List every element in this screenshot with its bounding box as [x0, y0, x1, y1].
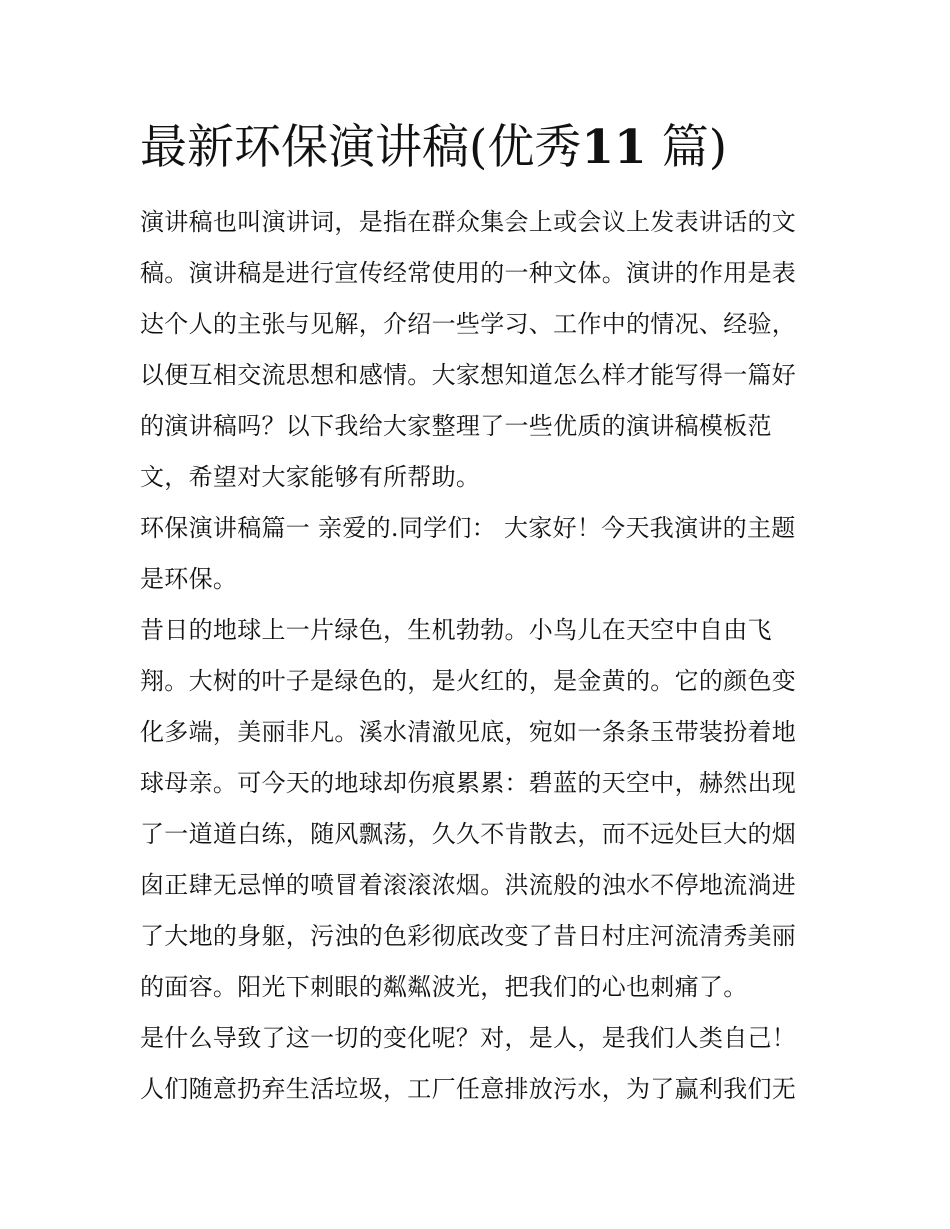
title-suffix: 篇) [661, 120, 728, 175]
paragraph-earth-description [140, 605, 812, 1013]
text-line: 昔日的地球上一片绿色，生机勃勃。小鸟儿在天空中自由飞 [140, 616, 772, 644]
text-line: 稿。演讲稿是进行宣传经常使用的一种文体。演讲的作用是表 [140, 259, 797, 287]
paragraph-intro [140, 197, 812, 503]
text-line: 达个人的主张与见解，介绍一些学习、工作中的情况、经验， [140, 310, 797, 338]
text-line: 的面容。阳光下刺眼的粼粼波光，把我们的心也刺痛了。 [140, 973, 748, 1001]
paragraph-speech-opening [140, 503, 812, 605]
text-line: 翔。大树的叶子是绿色的，是火红的，是金黄的。它的颜色变 [140, 667, 797, 695]
document-title [140, 118, 727, 178]
paragraph-cause [140, 1013, 812, 1115]
text-line: 了一道道白练，随风飘荡，久久不肯散去，而不远处巨大的烟 [140, 820, 797, 848]
text-line: 了大地的身躯，污浊的色彩彻底改变了昔日村庄河流清秀美丽 [140, 922, 797, 950]
text-line: 演讲稿也叫演讲词，是指在群众集会上或会议上发表讲话的文 [140, 208, 797, 236]
text-line: 球母亲。可今天的地球却伤痕累累：碧蓝的天空中，赫然出现 [140, 769, 797, 797]
text-line: 以便互相交流思想和感情。大家想知道怎么样才能写得一篇好 [140, 361, 797, 389]
title-number: 11 [581, 120, 647, 175]
text-line: 文，希望对大家能够有所帮助。 [140, 463, 481, 491]
text-line: 环保演讲稿篇一 亲爱的.同学们： 大家好！今天我演讲的主题 [140, 514, 796, 542]
text-line: 囱正肆无忌惮的喷冒着滚滚浓烟。洪流般的浊水不停地流淌进 [140, 871, 797, 899]
title-space [647, 120, 662, 175]
text-line: 的演讲稿吗？以下我给大家整理了一些优质的演讲稿模板范 [140, 412, 772, 440]
title-prefix: 最新环保演讲稿(优秀 [140, 120, 582, 175]
text-line: 化多端，美丽非凡。溪水清澈见底，宛如一条条玉带装扮着地 [140, 718, 797, 746]
text-line: 是什么导致了这一切的变化呢？对，是人，是我们人类自己！ [140, 1024, 797, 1052]
document-body [140, 197, 812, 1115]
text-line: 人们随意扔弃生活垃圾，工厂任意排放污水，为了赢利我们无 [140, 1075, 797, 1103]
text-line: 是环保。 [140, 565, 238, 593]
